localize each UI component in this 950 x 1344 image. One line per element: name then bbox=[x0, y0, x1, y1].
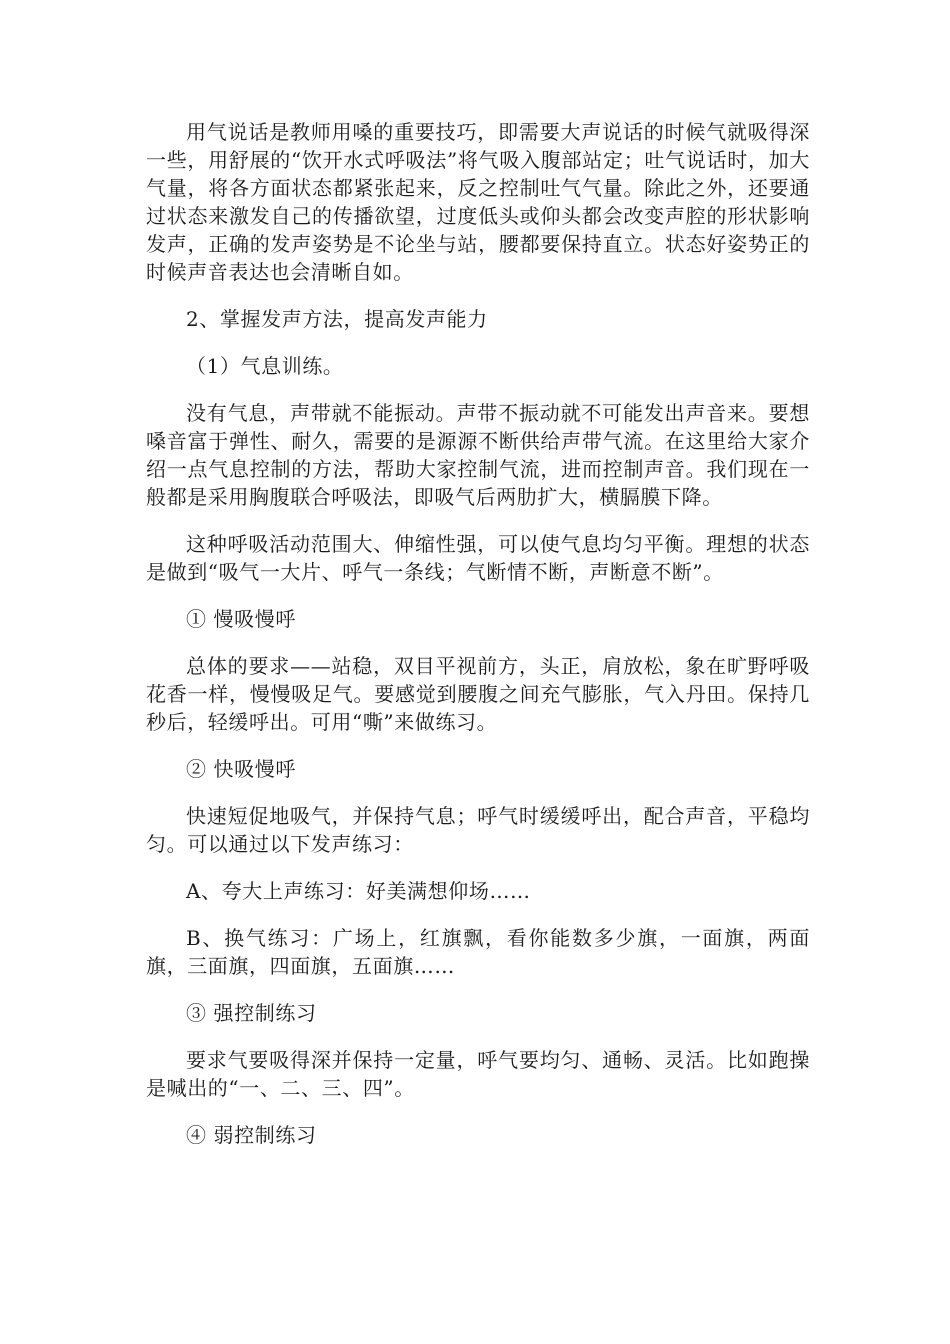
section-heading-vocal-method: 2、掌握发声方法，提高发声能力 bbox=[186, 307, 488, 331]
paragraph-fast-inhale-description: 快速短促地吸气，并保持气息；呼气时缓缓呼出，配合声音，平稳均匀。可以通过以下发声练习： bbox=[146, 804, 810, 856]
document-body bbox=[146, 118, 810, 1168]
exercise-a-tone-practice: A、夸大上声练习：好美满想仰场…… bbox=[186, 879, 531, 903]
paragraph-breathing-range: 这种呼吸活动范围大、伸缩性强，可以使气息均匀平衡。理想的状态是做到“吸气一大片、呼气一条线；气断情不断，声断意不断”。 bbox=[146, 532, 810, 584]
subsection-heading-breath-training: （1）气息训练。 bbox=[186, 354, 344, 378]
item-heading-slow-inhale-slow-exhale: ① 慢吸慢呼 bbox=[186, 607, 296, 631]
paragraph-breath-control: 没有气息，声带就不能振动。声带不振动就不可能发出声音来。要想嗓音富于弹性、耐久，需要的是源源不断供给声带气流。在这里给大家介绍一点气息控制的方法，帮助大家控制气流，进而控制声音。我们现在一般都是采用胸腹联合呼吸法，即吸气后两肋扩大，横膈膜下降。 bbox=[146, 401, 810, 509]
paragraph-slow-inhale-requirements: 总体的要求——站稳，双目平视前方，头正，肩放松，象在旷野呼吸花香一样，慢慢吸足气。要感觉到腰腹之间充气膨胀，气入丹田。保持几秒后，轻缓呼出。可用“嘶”来做练习。 bbox=[146, 654, 810, 734]
item-heading-weak-control: ④ 弱控制练习 bbox=[186, 1123, 317, 1147]
item-heading-fast-inhale-slow-exhale: ② 快吸慢呼 bbox=[186, 757, 296, 781]
exercise-b-breath-change: B、换气练习：广场上，红旗飘，看你能数多少旗，一面旗，两面旗，三面旗，四面旗，五面旗…… bbox=[146, 926, 810, 978]
paragraph-strong-control: 要求气要吸得深并保持一定量，呼气要均匀、通畅、灵活。比如跑操是喊出的“一、二、三、四”。 bbox=[146, 1048, 810, 1100]
paragraph-voice-technique: 用气说话是教师用嗓的重要技巧，即需要大声说话的时候气就吸得深一些，用舒展的“饮开水式呼吸法”将气吸入腹部站定；吐气说话时，加大气量，将各方面状态都紧张起来，反之控制吐气气量。除此之外，还要通过状态来激发自己的传播欲望，过度低头或仰头都会改变声腔的形状影响发声，正确的发声姿势是不论坐与站，腰都要保持直立。状态好姿势正的时候声音表达也会清晰自如。 bbox=[146, 120, 810, 284]
item-heading-strong-control: ③ 强控制练习 bbox=[186, 1001, 317, 1025]
